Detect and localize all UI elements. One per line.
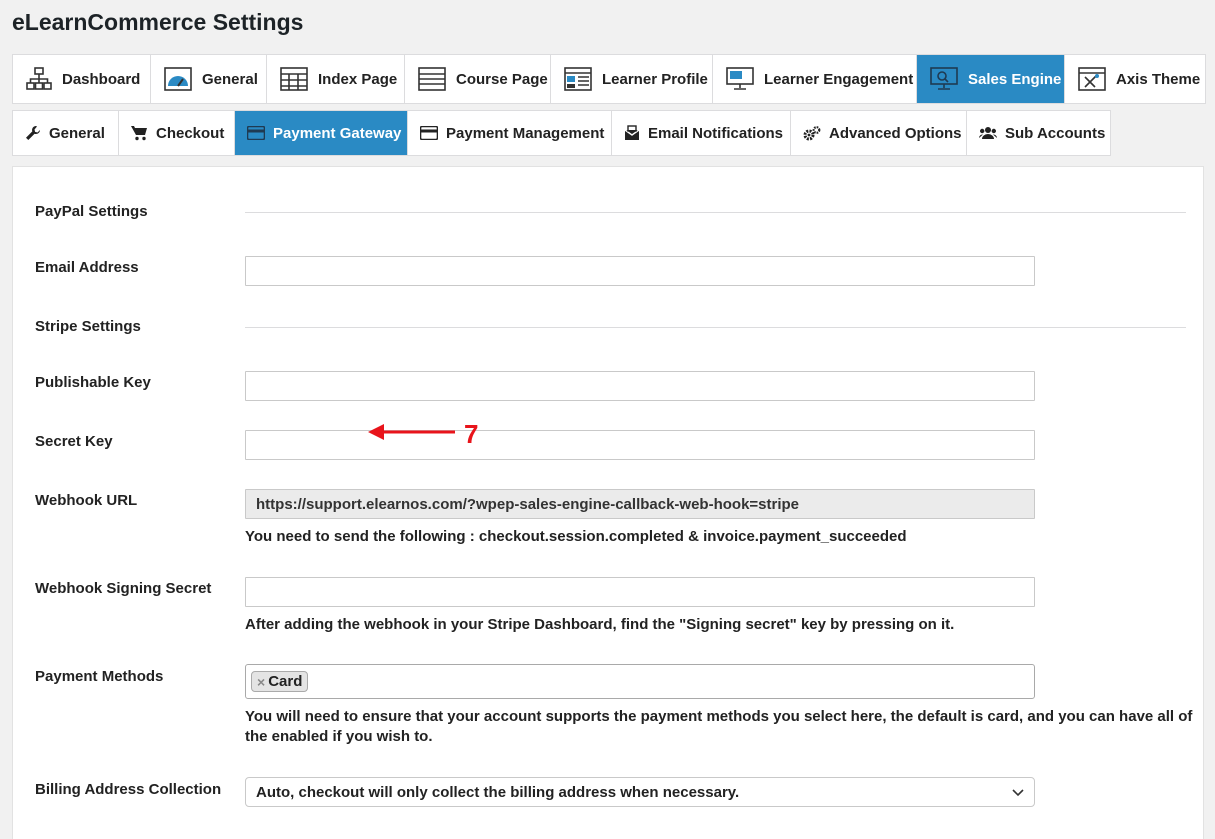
primary-tab-bar <box>12 54 1206 104</box>
credit-card-icon <box>247 126 265 140</box>
envelope-icon <box>624 125 640 141</box>
payment-methods-select[interactable] <box>245 664 1035 699</box>
subtab-payment-management[interactable] <box>408 111 612 155</box>
paypal-heading: PayPal Settings <box>35 203 148 220</box>
email-field[interactable] <box>245 256 1035 286</box>
tab-label: Checkout <box>156 124 225 142</box>
section-divider <box>245 327 1186 328</box>
stripe-heading: Stripe Settings <box>35 318 141 335</box>
monitor-icon <box>726 67 754 91</box>
secondary-tab-bar <box>12 110 1111 156</box>
chip-label: Card <box>268 673 303 690</box>
remove-chip-icon[interactable]: × <box>257 673 266 690</box>
secret-key-label: Secret Key <box>35 433 113 450</box>
users-icon <box>979 126 997 140</box>
tab-label: Sub Accounts <box>1005 124 1106 142</box>
tab-label: General <box>202 70 258 88</box>
tab-label: Index Page <box>318 70 398 88</box>
publishable-key-field[interactable] <box>245 371 1035 401</box>
profile-icon <box>564 67 592 91</box>
tab-learner-engagement[interactable] <box>713 55 917 103</box>
signing-help-text: After adding the webhook in your Stripe Dashboard, find the "Signing secret" key by pressing on it. <box>245 616 955 633</box>
tab-label: Learner Profile <box>602 70 708 88</box>
tab-course-page[interactable] <box>405 55 551 103</box>
tab-label: Payment Gateway <box>273 124 402 142</box>
tab-label: Payment Management <box>446 124 605 142</box>
tab-axis-theme[interactable] <box>1065 55 1205 103</box>
annotation-number: 7 <box>464 419 479 449</box>
email-label: Email Address <box>35 259 139 276</box>
signing-secret-label: Webhook Signing Secret <box>35 580 212 597</box>
webhook-url-label: Webhook URL <box>35 492 138 509</box>
billing-address-label: Billing Address Collection <box>35 781 222 798</box>
tab-label: Course Page <box>456 70 548 88</box>
webhook-help-text: You need to send the following : checkout.session.completed & invoice.payment_succeeded <box>245 528 907 545</box>
chevron-down-icon <box>1012 784 1024 801</box>
wrench-icon <box>25 125 41 141</box>
signing-secret-field[interactable] <box>245 577 1035 607</box>
billing-address-select[interactable] <box>245 777 1035 807</box>
sitemap-icon <box>26 67 52 91</box>
tab-label: General <box>49 124 105 142</box>
page-title: eLearnCommerce Settings <box>12 9 304 35</box>
list-icon <box>418 67 446 91</box>
tab-index-page[interactable] <box>267 55 405 103</box>
payment-method-chip <box>251 671 308 692</box>
billing-address-value: Auto, checkout will only collect the billing address when necessary. <box>256 783 740 801</box>
payment-methods-help-text: You will need to ensure that your account supports the payment methods you select here, the default is card, and you can have all of the enabled if you wish to. <box>245 708 1193 745</box>
subtab-email-notifications[interactable] <box>612 111 791 155</box>
tab-label: Learner Engagement <box>764 70 914 88</box>
subtab-sub-accounts[interactable] <box>967 111 1110 155</box>
gauge-icon <box>164 67 192 91</box>
settings-panel <box>12 166 1204 839</box>
tab-learner-profile[interactable] <box>551 55 713 103</box>
arrow-left-icon <box>366 422 456 447</box>
secret-key-field[interactable] <box>245 430 1035 460</box>
tab-label: Axis Theme <box>1116 70 1201 88</box>
tab-label: Advanced Options <box>829 124 962 142</box>
tab-label: Email Notifications <box>648 124 784 142</box>
monitor-chart-icon <box>930 67 958 91</box>
cart-icon <box>131 125 148 141</box>
axis-icon <box>1078 67 1106 91</box>
tab-sales-engine[interactable] <box>917 55 1065 103</box>
tab-label: Sales Engine <box>968 70 1062 88</box>
credit-card-icon <box>420 126 438 140</box>
section-divider <box>245 212 1186 213</box>
tab-general[interactable] <box>151 55 267 103</box>
gears-icon <box>803 125 821 141</box>
subtab-general[interactable] <box>13 111 119 155</box>
subtab-payment-gateway[interactable] <box>235 111 408 155</box>
payment-methods-label: Payment Methods <box>35 668 164 685</box>
webhook-url-field[interactable]: https://support.elearnos.com/?wpep-sales-engine-callback-web-hook=stripe <box>245 489 1035 519</box>
annotation-marker <box>366 419 478 450</box>
subtab-checkout[interactable] <box>119 111 235 155</box>
tab-label: Dashboard <box>62 70 141 88</box>
tab-dashboard[interactable] <box>13 55 151 103</box>
publishable-key-label: Publishable Key <box>35 374 151 391</box>
grid-icon <box>280 67 308 91</box>
subtab-advanced-options[interactable] <box>791 111 967 155</box>
